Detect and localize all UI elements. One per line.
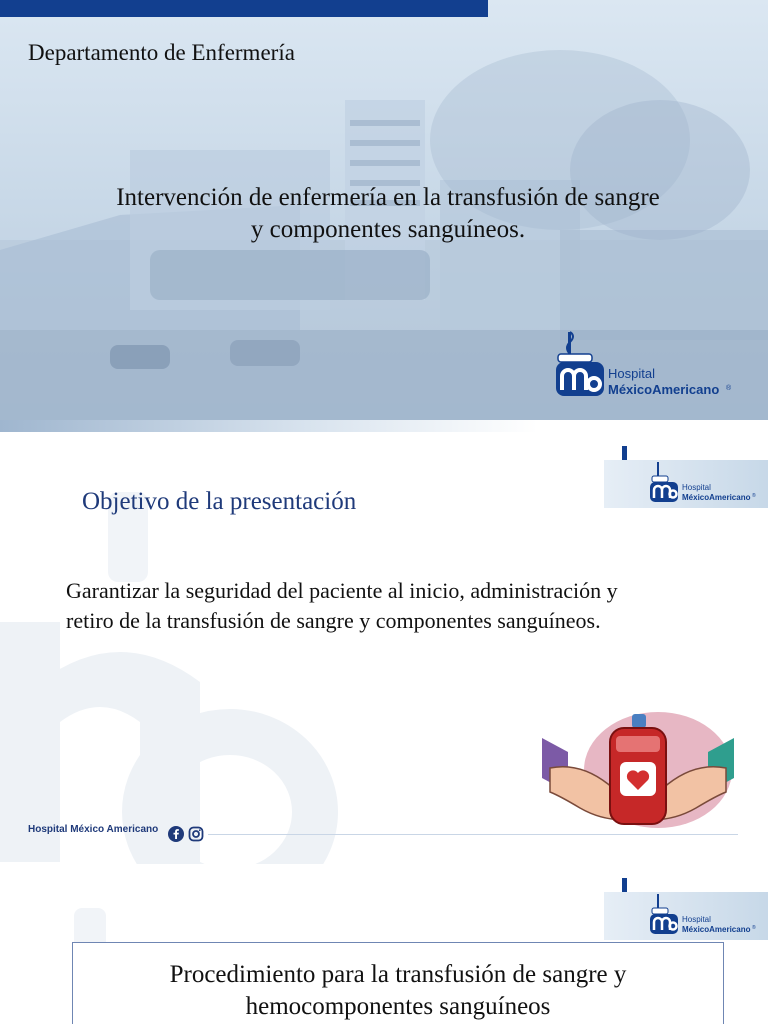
hospital-logo-small [648,892,766,938]
hospital-logo-small [648,460,766,506]
logo-registered: ® [752,925,756,931]
instagram-icon[interactable] [188,826,204,842]
objective-text [66,576,736,636]
procedure-title-line1: Procedimiento para la transfusión de sangre y [169,961,627,988]
logo-word2: MéxicoAmericano [682,925,751,934]
footer-hospital-name: Hospital México Americano [28,824,159,835]
logo-word2: MéxicoAmericano [608,382,720,397]
hospital-logo [554,328,744,400]
procedure-title-line2: hemocomponentes sanguíneos [245,993,551,1020]
top-accent-bar [0,0,488,17]
cover-title-line2: y componentes sanguíneos. [250,216,526,243]
facebook-icon[interactable] [168,826,184,842]
footer-divider [208,834,738,835]
slide-objective [0,432,768,864]
department-label: Departamento de Enfermería [28,40,295,65]
bottom-band [0,420,768,432]
logo-word1: Hospital [608,366,655,381]
logo-registered: ® [726,385,732,392]
logo-word2: MéxicoAmericano [682,493,751,502]
objective-text-line1: Garantizar la seguridad del paciente al inicio, administración y [66,578,618,603]
objective-title: Objetivo de la presentación [82,488,357,515]
cover-title [40,182,736,246]
logo-registered: ® [752,493,756,499]
logo-word1: Hospital [682,483,711,492]
procedure-title-box [72,942,724,1024]
cover-title-line1: Intervención de enfermería en la transfusión de sangre [116,184,660,211]
objective-text-line2: retiro de la transfusión de sangre y componentes sanguíneos. [66,608,601,633]
blood-bag-hands-icon [540,708,736,854]
slide-procedure [0,864,768,1024]
logo-word1: Hospital [682,915,711,924]
procedure-title [73,959,723,1023]
slide-cover [0,0,768,432]
